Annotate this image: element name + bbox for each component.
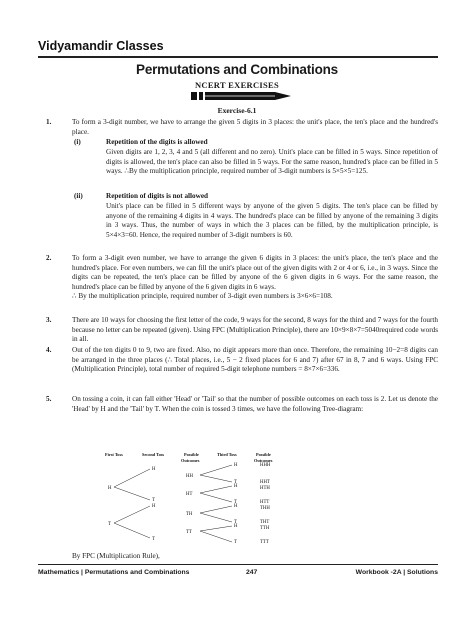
exercise-heading: Exercise-6.1 [217, 106, 257, 115]
tree-outcome: TTH [260, 526, 270, 531]
tree-outcome: TTT [260, 540, 269, 545]
tree-header-outcomes: Outcomes [181, 458, 200, 463]
question-number: 4. [46, 346, 52, 354]
page-number: 247 [246, 569, 258, 576]
question-text: Out of the ten digits 0 to 9, two are fixed. Also, no digit appears more than once. Therefore, the remaining 10−2=8 digits can be arranged in the three places (∴ Total places, i.e., 5 − 2 fixed places for 6 and 7) after 67 in 8, 7 and 6 ways. Using FPC (Multiplication Principle), total number of required 5-digit telephone numbers = 8×7×6=336. [72, 346, 438, 373]
tree-node: T [234, 480, 237, 485]
tree-node: TH [186, 512, 193, 517]
tree-node: TT [186, 530, 192, 535]
tree-node: H [234, 504, 238, 509]
tree-header-outcomes: Outcomes [254, 458, 273, 463]
tree-header-first-toss: First Toss [105, 452, 123, 457]
tree-node: T [234, 500, 237, 505]
footer-rule [38, 564, 438, 565]
tree-node: T [108, 522, 111, 527]
tree-node: H [234, 463, 238, 468]
tree-node: H [152, 467, 156, 472]
question-conclusion: ∴ By the multiplication principle, required number of 3-digit even numbers is 3×6×6=108. [72, 292, 333, 300]
part-label: (i) [74, 138, 81, 146]
part-label: (ii) [74, 192, 83, 200]
tree-outcome: HHH [260, 463, 271, 468]
part-text: Given digits are 1, 2, 3, 4 and 5 (all different and no zero). Unit's place can be filled in 5 ways. Since repetition of digits is allowed, the ten's place can also be filled in 5 ways. For the same reason, hundred's place can be filled in 5 ways. ∴By the multiplication principle, required number of 3-digit numbers is 5×5×5=125. [106, 148, 438, 175]
footer-workbook: Workbook -2A | Solutions [355, 569, 438, 576]
question-number: 2. [46, 254, 52, 262]
tree-node: T [152, 498, 155, 503]
part-heading: Repetition of digits is not allowed [106, 192, 209, 200]
tree-diagram [100, 452, 300, 552]
question-text: There are 10 ways for choosing the first letter of the code, 9 ways for the second, 8 ways for the third and 7 ways for the fourth because no letter can be repeated (given). Using FPC (Multiplication Principle), there are 10×9×8×7=5040required code words in all. [72, 316, 438, 343]
tree-node: H [108, 486, 112, 491]
tree-node: H [152, 504, 156, 509]
tree-outcome: THT [260, 520, 270, 525]
part-text: Unit's place can be filled in 5 different ways by anyone of the given 5 digits. The ten's place can be filled by anyone of the remaining 4 digits in 4 ways. The hundred's place can be filled by anyone of the remaining 3 digits in 3 ways. Thus, the number of ways in which the 3 places can be filled, by the multiplication principle, is 5×4×3=60. Hence, the required number of 3-digit numbers is 60. [106, 202, 438, 239]
tree-header-outcomes: Possible [184, 452, 199, 457]
question-number: 1. [46, 118, 52, 126]
footer-subject: Mathematics | Permutations and Combinations [38, 569, 190, 576]
question-number: 5. [46, 395, 52, 403]
question-1 [38, 118, 438, 137]
tree-node: HT [186, 492, 193, 497]
page-title: Permutations and Combinations [136, 62, 338, 77]
tree-outcome: THH [260, 506, 270, 511]
question-2 [38, 254, 438, 302]
brand-name: Vidyamandir Classes [38, 39, 164, 53]
question-text: On tossing a coin, it can fall either 'Head' or 'Tail' so that the number of possible outcomes on each toss is 2. Let us denote the 'Head' by H and the 'Tail' by T. When the coin is tossed 3 times, we have the following Tree-diagram: [72, 395, 438, 413]
question-text: To form a 3-digit even number, we have to arrange the given 6 digits in 3 places: the unit's place, the ten's place and the hundred's place. For even numbers, we can fill the unit's place out of the given digits with 2 or 4 or 6, i.e., in 3 ways. Since the digits can be repeated, the ten's place can be filled by anyone of the 6 given digits in 6 ways. For the same reason, the hundred's place can be filled by anyone of the 6 given digits in 6 ways. [72, 254, 438, 291]
part-heading: Repetition of the digits is allowed [106, 138, 208, 146]
question-4 [38, 346, 438, 375]
tree-node: HH [186, 474, 193, 479]
tree-outcome: HHT [260, 480, 270, 485]
tree-header-third-toss: Third Toss [217, 452, 237, 457]
header-rule [38, 56, 438, 58]
pencil-icon [191, 91, 295, 101]
question-1-part-i [38, 138, 438, 177]
tree-outcome: HTH [260, 486, 270, 491]
tree-node: T [152, 537, 155, 542]
question-5 [38, 395, 438, 414]
tree-node: T [234, 540, 237, 545]
tree-node: H [234, 524, 238, 529]
question-5-conclusion [38, 552, 438, 562]
page-subtitle: NCERT EXERCISES [194, 80, 280, 90]
question-number: 3. [46, 316, 52, 324]
tree-header-second-toss: Second Toss [142, 452, 165, 457]
tree-node: H [234, 484, 238, 489]
question-3 [38, 316, 438, 345]
question-text: By FPC (Multiplication Rule), [72, 552, 160, 560]
question-text: To form a 3-digit number, we have to arrange the given 5 digits in 3 places: the unit's place, the ten's place and the hundred's place. [72, 118, 438, 136]
tree-header-outcomes: Possible [256, 452, 271, 457]
question-1-part-ii [38, 192, 438, 240]
tree-node: T [234, 520, 237, 525]
tree-outcome: HTT [260, 500, 270, 505]
